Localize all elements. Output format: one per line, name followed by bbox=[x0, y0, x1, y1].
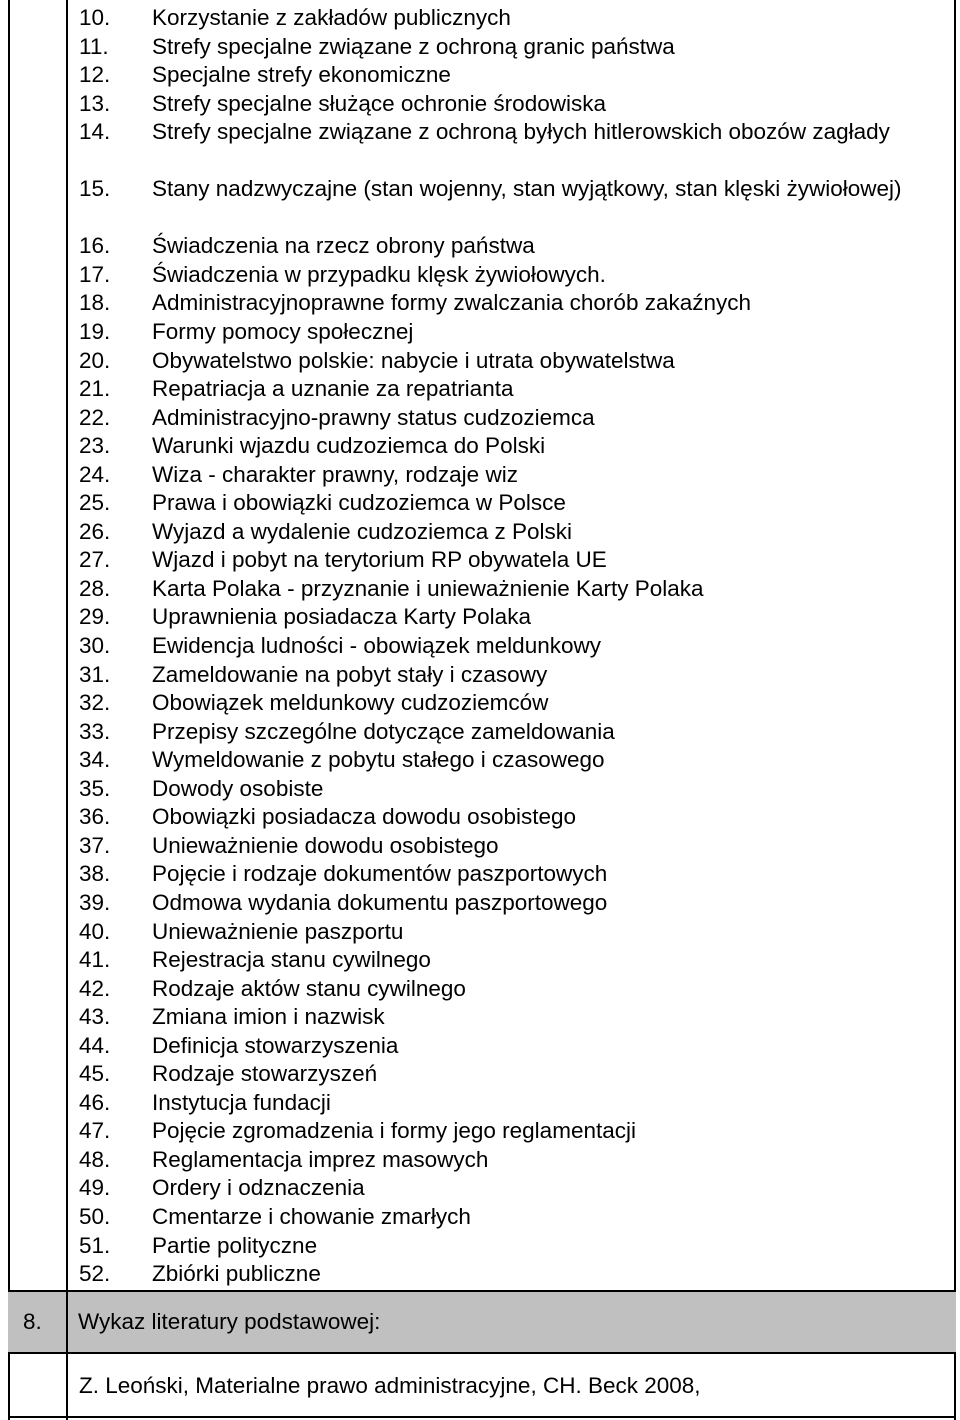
list-item-text: Warunki wjazdu cudzoziemca do Polski bbox=[152, 433, 546, 459]
list-item-text: Wymeldowanie z pobytu stałego i czasowego bbox=[152, 747, 605, 773]
list-item-text: Wjazd i pobyt na terytorium RP obywatela UE bbox=[152, 547, 607, 573]
list-item-text: Formy pomocy społecznej bbox=[152, 319, 414, 345]
list-item bbox=[79, 632, 954, 661]
list-item-number: 16. bbox=[79, 233, 111, 259]
list-item-number: 42. bbox=[79, 975, 111, 1001]
section-divider bbox=[66, 1292, 68, 1352]
list-item-text: Instytucja fundacji bbox=[152, 1089, 331, 1115]
table-border-left bbox=[8, 0, 10, 1420]
list-item-number: 12. bbox=[79, 62, 111, 88]
list-item bbox=[79, 1203, 954, 1232]
list-item-text: Strefy specjalne związane z ochroną granic państwa bbox=[152, 33, 675, 59]
list-item bbox=[79, 347, 954, 376]
list-item bbox=[79, 603, 954, 632]
list-item-number: 19. bbox=[79, 319, 111, 345]
list-item-number: 37. bbox=[79, 832, 111, 858]
list-item bbox=[79, 661, 954, 690]
list-item-number: 10. bbox=[79, 5, 111, 30]
list-item-text: Partie polityczne bbox=[152, 1232, 318, 1258]
list-item-text: Ewidencja ludności - obowiązek meldunkowy bbox=[152, 633, 601, 659]
list-item-number: 43. bbox=[79, 1004, 111, 1030]
section-number: 8. bbox=[23, 1309, 42, 1334]
list-item bbox=[79, 432, 954, 461]
list-item-number: 15. bbox=[79, 176, 111, 202]
list-item-text: Obowiązki posiadacza dowodu osobistego bbox=[152, 804, 577, 830]
list-item bbox=[79, 1060, 954, 1089]
list-item-number: 44. bbox=[79, 1032, 111, 1058]
list-item-number: 52. bbox=[79, 1261, 111, 1287]
list-item bbox=[79, 318, 954, 347]
list-item bbox=[79, 1089, 954, 1118]
list-item-text: Rodzaje stowarzyszeń bbox=[152, 1061, 378, 1087]
list-item bbox=[79, 232, 954, 261]
list-item-text: Strefy specjalne związane z ochroną byłych hitlerowskich obozów zagłady bbox=[152, 119, 890, 145]
list-item-text: Rejestracja stanu cywilnego bbox=[152, 947, 431, 973]
list-item-text: Stany nadzwyczajne (stan wojenny, stan wyjątkowy, stan klęski żywiołowej) bbox=[152, 176, 902, 202]
list-item bbox=[79, 689, 954, 718]
list-item bbox=[79, 975, 954, 1004]
list-item-text: Zbiórki publiczne bbox=[152, 1261, 321, 1287]
list-item-number: 21. bbox=[79, 376, 111, 402]
list-item-text: Cmentarze i chowanie zmarłych bbox=[152, 1203, 471, 1229]
list-item bbox=[79, 718, 954, 747]
list-item bbox=[79, 289, 954, 318]
literature-entry: Z. Leoński, Materialne prawo administracyjne, CH. Beck 2008, bbox=[79, 1373, 701, 1398]
list-item-text: Przepisy szczególne dotyczące zameldowania bbox=[152, 718, 615, 744]
list-item-number: 27. bbox=[79, 547, 111, 573]
list-item bbox=[79, 1146, 954, 1175]
list-item-number: 33. bbox=[79, 718, 111, 744]
list-item-number: 32. bbox=[79, 690, 111, 716]
list-item bbox=[79, 404, 954, 433]
list-item bbox=[79, 1260, 954, 1289]
list-item-number: 18. bbox=[79, 290, 111, 316]
list-item-number: 17. bbox=[79, 261, 111, 287]
list-item-text: Wiza - charakter prawny, rodzaje wiz bbox=[152, 461, 518, 487]
list-item-number: 30. bbox=[79, 633, 111, 659]
list-item-number: 34. bbox=[79, 747, 111, 773]
list-item bbox=[79, 518, 954, 547]
list-item-text: Repatriacja a uznanie za repatrianta bbox=[152, 376, 514, 402]
list-item-number: 41. bbox=[79, 947, 111, 973]
list-item bbox=[79, 261, 954, 290]
list-item-number: 49. bbox=[79, 1175, 111, 1201]
list-item bbox=[79, 4, 954, 33]
list-item-number: 38. bbox=[79, 861, 111, 887]
list-item-text: Zameldowanie na pobyt stały i czasowy bbox=[152, 661, 548, 687]
list-item bbox=[79, 746, 954, 775]
list-item-text: Obowiązek meldunkowy cudzoziemców bbox=[152, 690, 549, 716]
list-item-text: Obywatelstwo polskie: nabycie i utrata obywatelstwa bbox=[152, 347, 675, 373]
list-item-text: Uprawnienia posiadacza Karty Polaka bbox=[152, 604, 531, 630]
section-title: Wykaz literatury podstawowej: bbox=[78, 1309, 381, 1334]
table-border-divider bbox=[66, 0, 68, 1420]
table-border-right bbox=[954, 0, 956, 1420]
topic-list bbox=[79, 4, 954, 1289]
list-item-number: 20. bbox=[79, 347, 111, 373]
row-border-bottom bbox=[8, 1416, 956, 1418]
list-item-number: 39. bbox=[79, 889, 111, 915]
list-item bbox=[79, 33, 954, 62]
list-item-text: Administracyjnoprawne formy zwalczania chorób zakaźnych bbox=[152, 290, 752, 316]
list-item bbox=[79, 375, 954, 404]
list-item bbox=[79, 1174, 954, 1203]
list-item-number: 11. bbox=[79, 33, 109, 59]
list-item-number: 36. bbox=[79, 804, 111, 830]
list-item-number: 26. bbox=[79, 518, 111, 544]
list-item-text: Unieważnienie dowodu osobistego bbox=[152, 832, 499, 858]
list-item bbox=[79, 832, 954, 861]
list-item bbox=[79, 918, 954, 947]
list-item-number: 50. bbox=[79, 1203, 111, 1229]
list-item bbox=[79, 775, 954, 804]
list-item bbox=[79, 118, 954, 175]
list-item-number: 35. bbox=[79, 775, 111, 801]
list-item-text: Korzystanie z zakładów publicznych bbox=[152, 5, 511, 30]
list-item-text: Karta Polaka - przyznanie i unieważnienie Karty Polaka bbox=[152, 575, 704, 601]
list-item-text: Strefy specjalne służące ochronie środowiska bbox=[152, 90, 606, 116]
list-item-number: 29. bbox=[79, 604, 111, 630]
list-item-number: 31. bbox=[79, 661, 111, 687]
list-item bbox=[79, 546, 954, 575]
list-item-text: Świadczenia na rzecz obrony państwa bbox=[152, 233, 535, 259]
list-item bbox=[79, 489, 954, 518]
list-item-text: Reglamentacja imprez masowych bbox=[152, 1146, 489, 1172]
list-item-number: 40. bbox=[79, 918, 111, 944]
list-item-number: 28. bbox=[79, 575, 111, 601]
list-item-text: Świadczenia w przypadku klęsk żywiołowych. bbox=[152, 261, 606, 287]
list-item-text: Odmowa wydania dokumentu paszportowego bbox=[152, 889, 608, 915]
list-item-number: 23. bbox=[79, 433, 111, 459]
list-item-text: Administracyjno-prawny status cudzoziemca bbox=[152, 404, 595, 430]
list-item-text: Pojęcie i rodzaje dokumentów paszportowych bbox=[152, 861, 608, 887]
list-item bbox=[79, 175, 954, 232]
list-item-text: Dowody osobiste bbox=[152, 775, 324, 801]
list-item bbox=[79, 946, 954, 975]
list-item bbox=[79, 1032, 954, 1061]
list-item-number: 48. bbox=[79, 1146, 111, 1172]
list-item-number: 25. bbox=[79, 490, 111, 516]
list-item-number: 47. bbox=[79, 1118, 111, 1144]
list-item-text: Definicja stowarzyszenia bbox=[152, 1032, 399, 1058]
list-item-text: Ordery i odznaczenia bbox=[152, 1175, 365, 1201]
list-item bbox=[79, 1232, 954, 1261]
list-item-number: 46. bbox=[79, 1089, 111, 1115]
list-item bbox=[79, 1003, 954, 1032]
list-item-text: Zmiana imion i nazwisk bbox=[152, 1004, 385, 1030]
list-item bbox=[79, 461, 954, 490]
list-item-number: 45. bbox=[79, 1061, 111, 1087]
list-item bbox=[79, 575, 954, 604]
list-item-number: 14. bbox=[79, 119, 111, 145]
list-item-number: 13. bbox=[79, 90, 111, 116]
list-item-text: Wyjazd a wydalenie cudzoziemca z Polski bbox=[152, 518, 572, 544]
list-item-text: Rodzaje aktów stanu cywilnego bbox=[152, 975, 466, 1001]
list-item bbox=[79, 860, 954, 889]
list-item-text: Unieważnienie paszportu bbox=[152, 918, 404, 944]
list-item-text: Specjalne strefy ekonomiczne bbox=[152, 62, 451, 88]
list-item bbox=[79, 803, 954, 832]
section-header-row bbox=[8, 1292, 956, 1352]
list-item-number: 22. bbox=[79, 404, 111, 430]
list-item-text: Prawa i obowiązki cudzoziemca w Polsce bbox=[152, 490, 566, 516]
list-item bbox=[79, 90, 954, 119]
list-item bbox=[79, 61, 954, 90]
list-item bbox=[79, 1117, 954, 1146]
row-border-middle bbox=[8, 1352, 956, 1354]
list-item-text: Pojęcie zgromadzenia i formy jego reglamentacji bbox=[152, 1118, 636, 1144]
list-item-number: 51. bbox=[79, 1232, 111, 1258]
list-item bbox=[79, 889, 954, 918]
list-item-number: 24. bbox=[79, 461, 111, 487]
